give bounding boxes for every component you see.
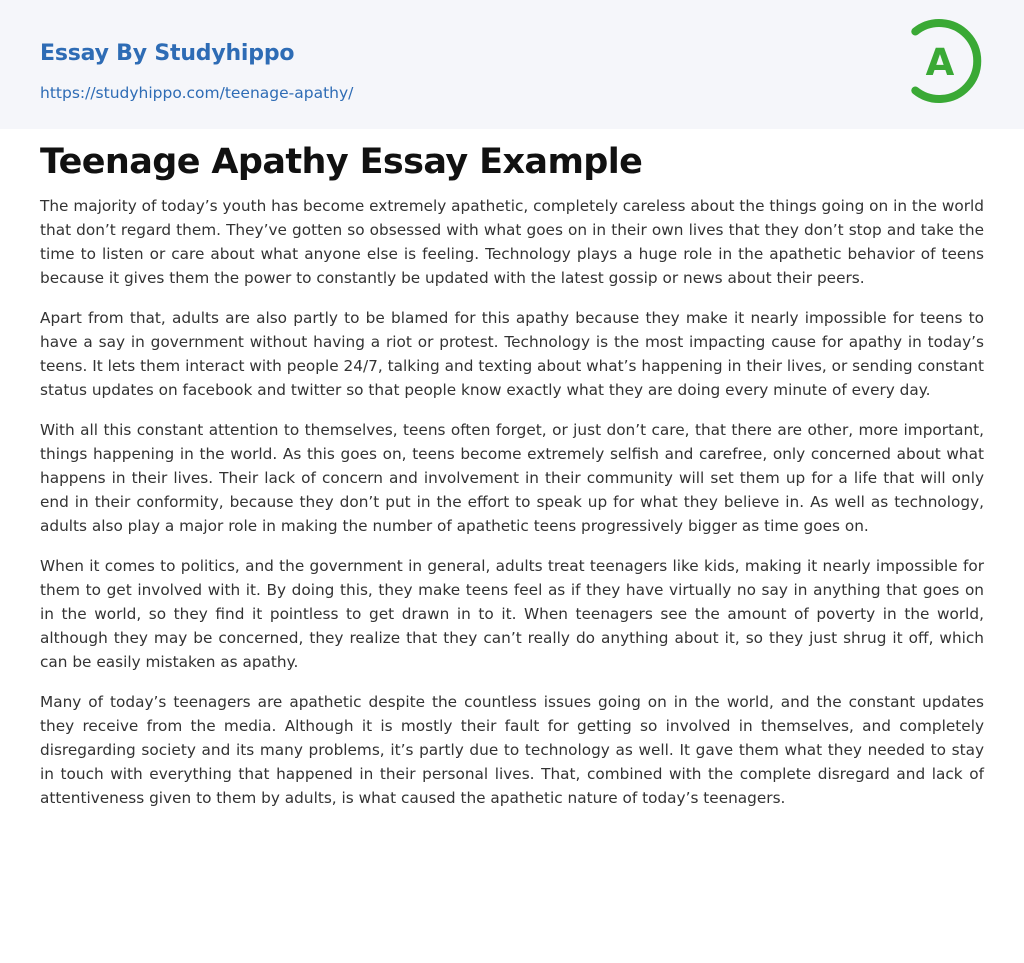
paragraph-5: Many of today’s teenagers are apathetic despite the countless issues going on in the world, and the constant updates they receive from the media. Although it is mostly their fault for getting so involved in themselves, and completely disregarding society and its many problems, it’s partly due to technology as well. It gave them what they needed to stay in touch with everything that happened in their personal lives. That, combined with the complete disregard and lack of attentiveness given to them by adults, is what caused the apathetic nature of today’s teenagers. bbox=[40, 693, 984, 807]
studyhippo-logo-icon[interactable] bbox=[908, 18, 988, 106]
paragraph-4: When it comes to politics, and the government in general, adults treat teenagers like kids, making it nearly impossible for them to get involved with it. By doing this, they make teens feel as if they have virtually no say in anything that goes on in the world, so they find it pointless to get drawn in to it. When teenagers see the amount of poverty in the world, although they may be concerned, they realize that they can’t really do anything about it, so they just shrug it off, which can be easily mistaken as apathy. bbox=[40, 557, 984, 671]
paragraph-3: With all this constant attention to themselves, teens often forget, or just don’t care, that there are other, more important, things happening in the world. As this goes on, teens become extremely selfish and carefree, only concerned about what happens in their lives. Their lack of concern and involvement in their community will set them up for a life that will only end in their conformity, because they don’t put in the effort to speak up for what they believe in. As well as technology, adults also play a major role in making the number of apathetic teens progressively bigger as time goes on. bbox=[40, 421, 984, 535]
page-title: Teenage Apathy Essay Example bbox=[40, 142, 643, 182]
page-header bbox=[0, 0, 1024, 129]
paragraph-2: Apart from that, adults are also partly to be blamed for this apathy because they make it nearly impossible for teens to have a say in government without having a riot or protest. Technology is the most impacting cause for apathy in today’s teens. It lets them interact with people 24/7, talking and texting about what’s happening in their lives, or sending constant status updates on facebook and twitter so that people know exactly what they are doing every minute of every day. bbox=[40, 309, 984, 399]
source-url-link[interactable]: https://studyhippo.com/teenage-apathy/ bbox=[40, 84, 354, 102]
paragraph-1: The majority of today’s youth has become extremely apathetic, completely careless about the things going on in the world that don’t regard them. They’ve gotten so obsessed with what goes on in their own lives that they don’t stop and take the time to listen or care about what anyone else is feeling. Technology plays a huge role in the apathetic behavior of teens because it gives them the power to constantly be updated with the latest gossip or news about their peers. bbox=[40, 197, 984, 287]
logo-letter: A bbox=[925, 41, 955, 84]
article-body bbox=[40, 194, 984, 826]
brand-name: Essay By Studyhippo bbox=[40, 41, 295, 66]
